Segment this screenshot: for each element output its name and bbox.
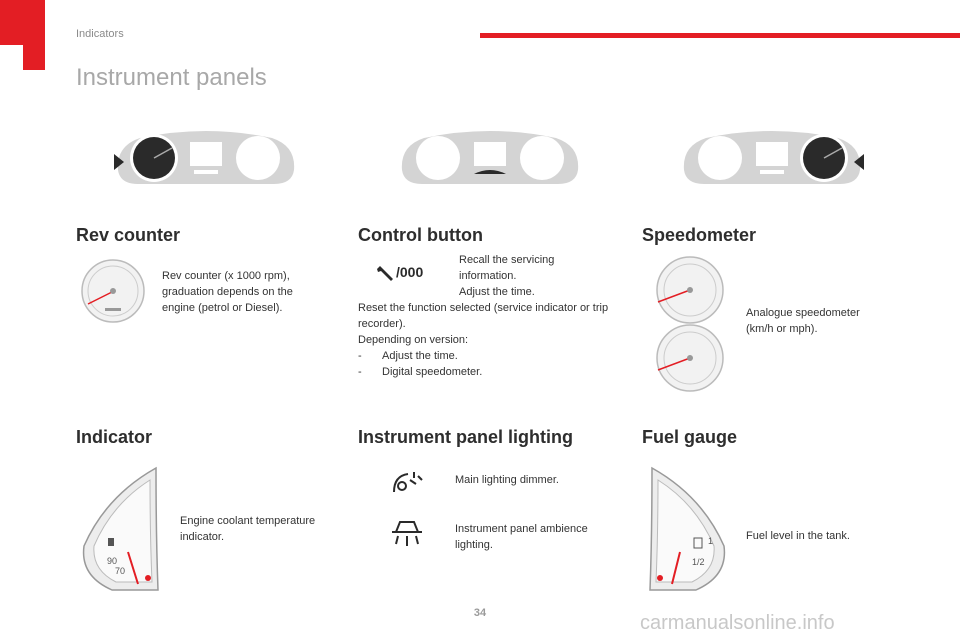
- rev-counter-description: Rev counter (x 1000 rpm), graduation depends on the engine (petrol or Diesel).: [162, 270, 293, 314]
- dimmer-icon: [390, 470, 424, 496]
- fuel-gauge-description: Fuel level in the tank.: [746, 530, 850, 542]
- ambience-lighting-icon: [390, 518, 424, 548]
- instrument-panel-rev-highlight: [110, 126, 302, 190]
- fuel-gauge-heading: Fuel gauge: [642, 427, 738, 447]
- speedometer-heading: Speedometer: [642, 225, 757, 245]
- control-button-line-2: Adjust the time.: [459, 286, 535, 298]
- wrench-icon: [376, 266, 394, 282]
- indicator-description: Engine coolant temperature indicator.: [180, 515, 316, 543]
- fuel-gauge-icon: [642, 466, 732, 594]
- control-button-options: [358, 348, 610, 380]
- speedometer-gauges-icon: [650, 256, 730, 392]
- page-title: Instrument panels: [76, 64, 267, 91]
- lighting-heading: Instrument panel lighting: [358, 427, 573, 447]
- control-button-line-1: Recall the servicing information.: [459, 254, 555, 282]
- rev-counter-heading: Rev counter: [76, 225, 181, 245]
- header-red-line: [480, 33, 960, 38]
- control-option-item: - Digital speedometer.: [358, 364, 610, 380]
- indicator-heading: Indicator: [76, 427, 153, 447]
- fuel-gauge-label-half: 1/2: [692, 557, 705, 567]
- lighting-ambience-text: Instrument panel ambience lighting.: [455, 523, 588, 551]
- red-tab: [23, 0, 45, 70]
- coolant-gauge-label-70: 70: [115, 566, 126, 576]
- control-button-heading: Control button: [358, 225, 483, 245]
- fuel-gauge-label-full: 1: [708, 536, 714, 546]
- section-label: Indicators: [76, 28, 124, 40]
- coolant-gauge-label-90: 90: [107, 556, 118, 566]
- instrument-panel-speedo-highlight: [676, 126, 868, 190]
- watermark: carmanualsonline.info: [640, 612, 835, 634]
- speedometer-description: Analogue speedometer (km/h or mph).: [746, 307, 860, 335]
- instrument-panel-control-highlight: [394, 126, 586, 190]
- control-option-item: - Adjust the time.: [358, 348, 610, 364]
- service-display-text: /000: [396, 264, 424, 280]
- rev-counter-gauge-icon: [78, 258, 148, 324]
- control-button-depending: Depending on version:: [358, 334, 469, 346]
- control-button-body: Reset the function selected (service indicator or trip recorder).: [358, 302, 609, 330]
- lighting-dimmer-text: Main lighting dimmer.: [455, 474, 559, 486]
- page-number: 34: [473, 607, 487, 619]
